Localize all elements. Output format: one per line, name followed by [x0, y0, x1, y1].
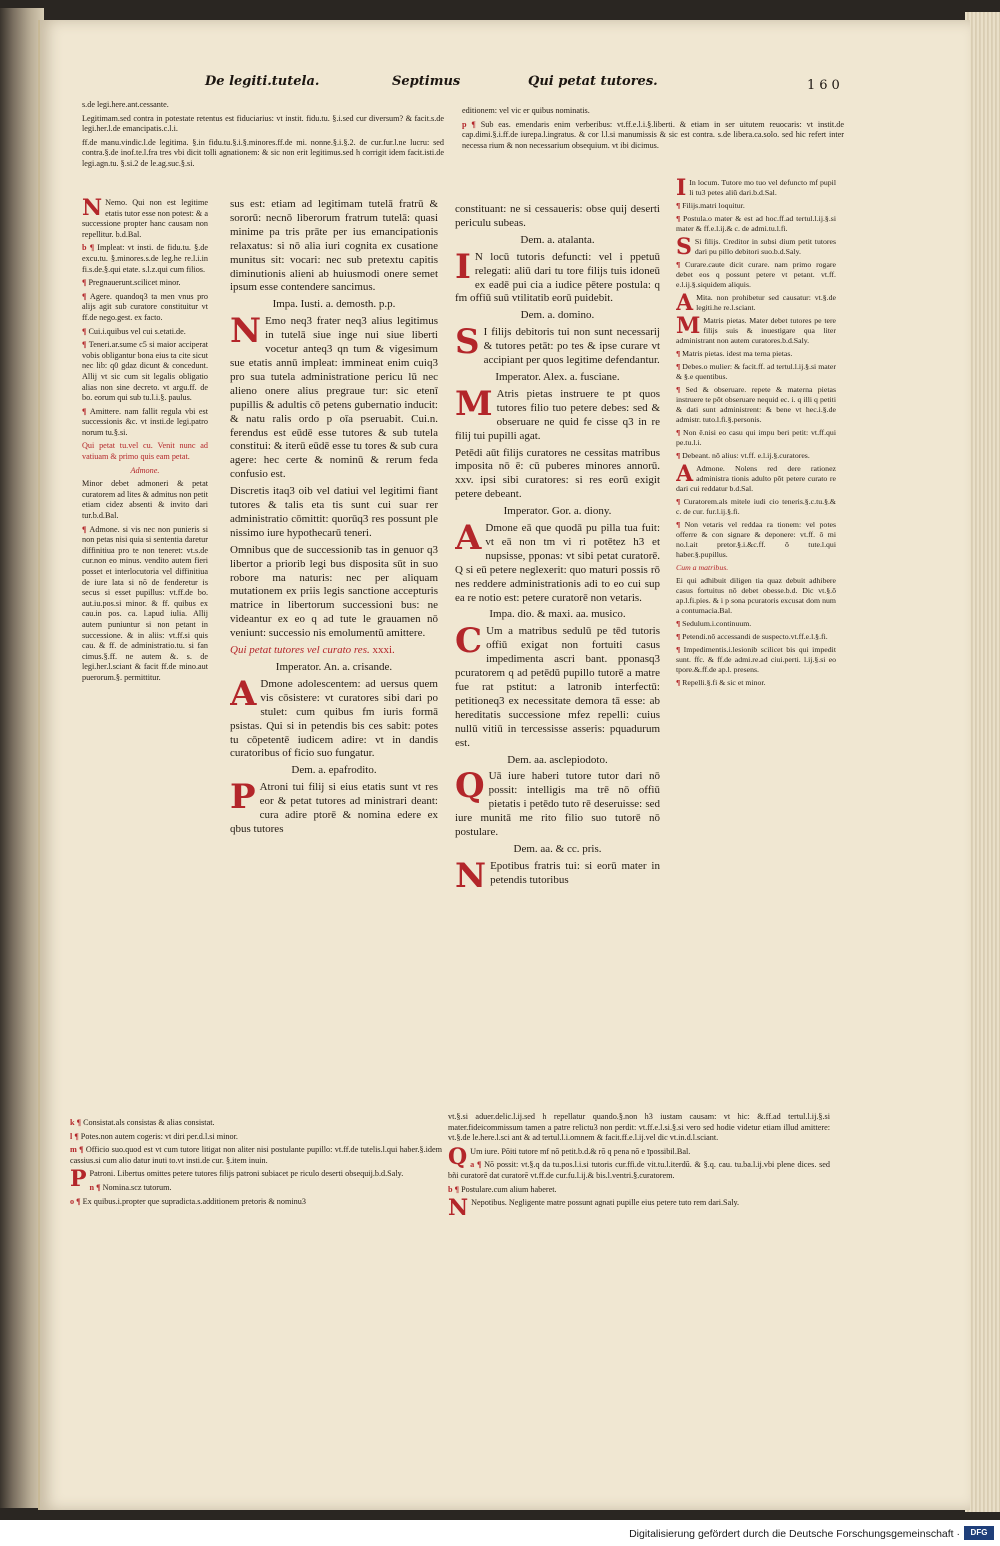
gloss-note: b ¶ Postulare.cum alium haberet.: [448, 1184, 557, 1194]
text-paragraph: constituant: ne si cessaueris: obse quij deserti periculu subeas.: [455, 203, 660, 229]
gloss-line: s.de legi.here.ant.cessante.: [82, 100, 169, 109]
gloss-note: N Nepotibus. Negligente matre possunt agnati pupille eius petere tuto rem dari.Saly.: [448, 1195, 740, 1222]
gloss-note: ¶ Filijs.matri loquitur.: [676, 201, 745, 210]
gloss-bottom-left: [70, 1118, 442, 1254]
gloss-note: ¶ Petendi.nō accessandi de suspecto.vt.ff.e.l.§.fi.: [676, 632, 828, 641]
gloss-note: l ¶ Potes.non autem cogeris: vt diri per.d.l.si minor.: [70, 1131, 238, 1141]
gloss-note: P Patroni. Libertus omittes petere tutores filijs patroni subiacet pe riculo deserti obsequij.b.d.Saly.: [70, 1166, 404, 1193]
gloss-left-top: [82, 100, 444, 173]
gloss-left-column: [82, 198, 208, 1116]
gloss-note: ¶ Curare.caute dicit curare. nam primo rogare debet eos q possunt petere vt petant. vt.ff. e.l.ij.§.siquidem aliquis.: [676, 260, 836, 289]
text-paragraph: Omnibus que de successionib tas in genuor q3 libertor a priorib legi bus disposita sūt in suo robore ma naturis: nec per aliquam mutationem ex priis legis sanctione accepturis matrice in libertorum successioni bus: ne videantur ex eo q ad tute le grauamen nō veniunt: successio nis emolumentū amittere.: [230, 543, 438, 640]
gloss-note: Q Um iure. Pōiti tutore mf nō petit.b.d.& rō q pena nō e īpossibil.Bal.: [448, 1143, 691, 1170]
gloss-note: ¶ Teneri.ar.sume c5 si maior acciperat vobis obligantur bona eius ta cite sicut nec lib: q0 gdaz dicunt & concedunt. Allij vt sic cum sit legalis obligatio alias non sine decreto. vt argu.ff. de bo. eorum qui sub tu.l.i.§. paulus.: [82, 340, 208, 403]
gloss-note: ¶ Non ē.nisi eo casu qui impu beri petit: vt.ff.qui pe.tu.l.i.: [676, 428, 836, 447]
gloss-note: ¶ Sed & obseruare. repete & materna pietas instruere te pōt obseruare nequid ec. i. q illi q petiti & dati sunt administrent: & bene vt hec.i.§.de admistr. tuto.l.fi.§.personis.: [676, 385, 836, 424]
rubric-line: Dem. a. epafrodito.: [291, 764, 377, 777]
text-paragraph: I N locū tutoris defuncti: vel i ppetuū relegati: aliū dari tu tore filijs tuis idoneū ex eadē pui cia a iudice pētere postula: q fm offiū suū vtilitatib eorū puidebit.: [455, 246, 660, 305]
rubric-line: Dem. aa. asclepiodoto.: [507, 753, 608, 766]
gloss-note: S Si filijs. Creditor in subsi dium petit tutores dari pu pillo debitori suo.b.d.Saly.: [676, 234, 836, 260]
rubric-line: Imperator. Alex. a. fusciane.: [495, 370, 620, 383]
gloss-note: ¶ Amittere. nam fallit regula vbi est successionis &c. vt insti.de legi.patro norum tu.§.si.: [82, 406, 208, 437]
text-paragraph: A Dmone eā que quodā pu pilla tua fuit: vt eā non tm vi ri potētez h3 et nupsisse, pponas: vt sibi petat curatorē. Q si eū petere neglexerit: quo maturi possis rō nes reddere administrationis adi to eo cui sup ea re notio est: petere curatorē non vetaris.: [455, 518, 660, 604]
gloss-note: ¶ Debeant. nō alius: vt.ff. e.l.ij.§.curatores.: [676, 451, 810, 460]
rubric-line: Dem. a. atalanta.: [520, 233, 595, 246]
gloss-note: a ¶ Nō possit: vt.§.q da tu.pos.l.i.si tutoris cur.ffi.de vit.tu.l.iterdū. & §.q. cau. tu.ba.l.ij.vbi plene dices. sed bñi curatorē dat curatorē vt.ff.de cur.fu.l.ij.& bis.l.ventri.§.curatorem.: [448, 1160, 830, 1180]
folio-number: 160: [807, 78, 844, 93]
text-paragraph: Petēdi aūt filijs curatores ne cessitas matribus imposita nō ē: cū puberes minores annorū. xxv. ipsi sibi curatores: si res eorū exigit petere debeant.: [455, 446, 660, 501]
gloss-line: editionem: vel vic er quibus nominatis.: [462, 106, 590, 115]
gloss-note: ¶ Agere. quandoq3 ta men vnus pro alijs agit sub curatore constituitur vt ff.de nego.gest. ex facto.: [82, 291, 208, 322]
text-paragraph: A Dmone adolescentem: ad uersus quem vis cōsistere: vt curatores sibi dari po stulet: cum quibus fm iuris formā psistas. Qui si in petendis bis ces sabit: potes tu cōpetentē iudicem adire: vt in dandis curatoribus of ficio suo fungatur.: [230, 673, 438, 760]
gloss-note: Ei qui adhibuit diligen tia quaz debuit adhibere casus fortuitus nō debet obesse.b.d. Dic vt.§.ō ap.l.fi.pies. & i p sona pcuratoris excusat dom num a contumacia.Bal.: [676, 576, 836, 615]
text-paragraph: Q Uā iure haberi tutore tutor dari nō possit: intelligis ma trē nō offiū pietatis i petēdo tuto rē deseruisse: sed iure munitā me rito filio suo tutorē nō postulare.: [455, 766, 660, 839]
gloss-note: ¶ Repelli.§.fi & sic et minor.: [676, 678, 766, 687]
gloss-note: n ¶ Nomina.scz tutorum.: [89, 1182, 172, 1192]
running-head-center: Septimus: [392, 74, 461, 89]
gloss-right-column: [676, 178, 836, 1114]
gloss-note: A Admone. Nolens red dere rationez administra tionis adulto pōt petere curato re dari cui reddatur b.d.Sal.: [676, 461, 836, 493]
running-head-right: Qui petat tutores.: [528, 74, 658, 89]
gloss-note: ¶ Impedimentis.i.lesionib scilicet bis qui impedit sunt. ffc. & ff.de admi.re.ad ciui.perti. l.ij.§.si eo tpore.&.ff.de ap.l. presens.: [676, 645, 836, 674]
rubric-line: Imperator. Gor. a. diony.: [503, 505, 612, 518]
gloss-note: ¶ Cui.i.quibus vel cui s.etati.de.: [82, 326, 186, 336]
gloss-right-top: [462, 106, 844, 154]
gloss-note: m ¶ Officio suo.quod est vt cum tutore litigat non aliter nisi postulante pupillo: vt.ff.de tutelis.l.qui haber.§.idem cassius.si cum alio datur inuti to.vt insti.de cur. §.item inuin.: [70, 1145, 442, 1165]
gloss-note: Minor debet admoneri & petat curatorem ad lites & admitus non petit etiam cidez absenti & invito dari tur.b.d.Bal.: [82, 479, 208, 521]
gloss-note: N Nemo. Qui non est legitime etatis tutor esse non potest: & a successione propter hanc causam non repellitur. b.d.Bal.: [82, 198, 208, 239]
text-paragraph: N Emo neq3 frater neq3 alius legitimus in tutelā siue inge nui siue liberti vocetur anteq3 qn tum & vigesimum sue etatis annū impleat: immineat enim cuiq3 pro sua tutela administratione pericu lū nec alieno onere alius pregraue tur: sic etenī pupillis & adultis cō petens gubernatio inducit: & natu ralis ordo p oīa pseruabit. Cui.n. ferendus est eūdē esse tutores & sub tutela constitui: & iterū eūdē esse tu tores & sub cura agere: hec certe & nominū & rerum feda confusio est.: [230, 311, 438, 481]
gloss-line: Legitimam.sed contra in potestate retentus est fiduciarius: vt instit. fidu.tu. §.i.sed cur diversum? & facit.s.de legi.her.l.de emancipatis.c.l.i.: [82, 113, 444, 134]
gloss-note: ¶ Curatorem.als mitele iudi cio teneris.§.c.tu.§.& c. de cur. fur.l.ij.§.fi.: [676, 497, 836, 516]
gloss-note: ¶ Debes.o mulier: & facit.ff. ad tertul.l.ij.§.si mater & §.e quentibus.: [676, 362, 836, 381]
rubric-line: Imperator. An. a. crisande.: [275, 661, 393, 673]
text-paragraph: N Epotibus fratris tui: si eorū mater in petendis tutoribus: [455, 855, 660, 896]
text-paragraph: C Um a matribus sedulū pe tēd tutoris offiū exigat non fortuiti casus impedimenta ascri bant. pponasq3 pcuratorem q ad petēdū pupillo tutorē a matre fue rat pstitut: a latronib interfectū: petitioneq3 ex necessitate demora tā esse: ab hereditatis successione mfez repelli: cuius nullū vitiū in tercessisse asseris: pquadurum est.: [455, 621, 660, 749]
gloss-note: ¶ Postula.o mater & est ad hoc.ff.ad tertul.l.ij.§.si mater & ff.e.l.ij.& c. de admi.tu.l.fi.: [676, 214, 836, 233]
gloss-line: p ¶ Sub eas. emendaris enim verberibus: vt.ff.e.l.i.§.liberti. & etiam in ser uitutem reuocaris: vt instit.de cap.dimi.§.i.ff.de iurepa.l.ingratus. & cor l.l.si manumissis & sic est contra. s.de libera.ca.solo. sed hic refert inter necessa rium & non necessarium obsequium. vt ibi dicimus.: [462, 119, 844, 150]
gloss-note: ¶ Admone. si vis nec non punieris si non petas nisi quia si sententia daretur diffinitiua pro te non teneret: vt.s.de cur.non eo minus. vendito autem fieri posset et interlocutoria vel diffinitiua de iure lata si nō de fenderetur is secus si esset pupillus: vt.ff.de bo. aut.iu.pos.si minor. & ff. quibus ex cau.in pos. ca. l.apud iulia. Allij autem puniuntur si non petant in successione. & in aliis: vt.ff.si quis cau. & ff. de administratio.tu. si fan cimus.§.ff. ne autem &. s. de legi.her.l.sciant & facit ff.de mino.aut puerorum.§. permittitur.: [82, 524, 208, 682]
rubric-line: Impa. Iusti. a. demosth. p.p.: [272, 298, 396, 311]
gloss-note: ¶ Matris pietas. idest ma terna pietas.: [676, 349, 793, 358]
gloss-note: vt.§.si aduer.delic.l.ij.sed h repellatur quando.§.non h3 iustam causam: vt hic: &.ff.ad tertul.l.ij.§.si mater.fideicommissum tamen a patre relictu3 non perdit: vt.ff.e.l.si.§.si vero sed hodie videtur etiam illud amittere: vt.§.de le.here.l.sci ant & ad tertul.l.i.omnem & facit.ff.e.l.ij.vel dic vt.in.d.l.sciant.: [448, 1112, 830, 1143]
rubric-line: Impa. dio. & maxi. aa. musico.: [489, 608, 626, 621]
gloss-note: b ¶ Impleat: vt insti. de fidu.tu. §.de excu.tu. §.minores.s.de leg.he re.l.i.in fi.s.de.§.qui etate. s.l.z.qui cum filios.: [82, 243, 208, 274]
gloss-rubric: Admone.: [130, 465, 160, 475]
main-text-column-1: [230, 198, 438, 1108]
gloss-note: o ¶ Ex quibus.i.propter que supradicta.s.additionem pretoris & nominu3: [70, 1196, 306, 1206]
gloss-note: ¶ Non vetaris vel reddaa ra tionem: vel potes offerre & con signare & deponere: vt.ff. ō mi no.l.ait pretor.§.i.&c.ff. ō tute.l.qui haber.§.pupillus.: [676, 520, 836, 559]
text-paragraph: M Atris pietas instruere te pt quos tutores filio tuo petere debes: sed & obseruare ne quid fe cisse q3 in re filij tui pupilli agat.: [455, 383, 660, 442]
gloss-line: ff.de manu.vindic.l.de legitima. §.in fidu.tu.§.i.§.minores.ff.de mi. nonne.§.i.§.2. de cur.fur.l.ne lucru: sed contra.§.de inof.te.l.fra tres vbi dicit tolli agnationem: & sic non erit legitimus.sed h corrigit idem facit.isti.de legi.agn.tu. §.si.2 de le.ag.suc.§.si.: [82, 137, 444, 168]
rubric-line: Dem. a. domino.: [520, 309, 595, 322]
gloss-note: ¶ Sedulum.i.continuum.: [676, 619, 752, 628]
gloss-note: Qui petat tu.vel cu. Venit nunc ad vatiuam & primo quis eam petat.: [82, 441, 208, 462]
section-title: Qui petat tutores vel curato res. xxxi.: [230, 644, 395, 657]
gloss-rubric: Cum a matribus.: [676, 563, 729, 572]
page-stack-edge: [965, 12, 1000, 1512]
main-text-column-2: [455, 203, 660, 1083]
text-paragraph: S I filijs debitoris tui non sunt necessarij & tutores petāt: po tes & ipse curare vt accipiant per quos legitime defendantur.: [455, 322, 660, 367]
gloss-note: M Matris pietas. Mater debet tutores pe tere filijs suis & inuestigare qua liter administrant non autem curatores.b.d.Saly.: [676, 313, 836, 345]
rubric-line: Dem. aa. & cc. pris.: [513, 842, 602, 855]
digitization-footer: [0, 1520, 1000, 1546]
running-head-left: De legiti.tutela.: [205, 74, 320, 89]
text-paragraph: P Atroni tui filij si eius etatis sunt vt res eor & petat tutores ad ministrari deant: cura adire ptorē & nomina edere ex qbus tutores: [230, 777, 438, 835]
gloss-note: I In locum. Tutore mo tuo vel defuncto mf pupil li tu3 petes aliū dari.b.d.Sal.: [676, 178, 836, 201]
gloss-note: ¶ Pregnauerunt.scilicet minor.: [82, 278, 181, 288]
footer-credit-text: Digitalisierung gefördert durch die Deutsche Forschungsgemeinschaft ·: [629, 1528, 960, 1540]
text-paragraph: sus est: etiam ad legitimam tutelā fratrū & sororū: necnō liberorum fratrum tutelā: quasi minime pa tris prāte per ius emancipationis relaxatus: si nō alia iuri cognita ex cusatione munitus sit: vocari: nec sub pretextu capitis diminutionis alieni ab huiusmodi onere semet ipsum esse contendere sancimus.: [230, 198, 438, 294]
gloss-note: k ¶ Consistat.als consistas & alias consistat.: [70, 1118, 215, 1127]
text-paragraph: Discretis itaq3 oib vel datiui vel legitimi fiant tutores & talis eta tis sunt cui suar rer administratio cōmittit: quorūq3 res possunt ple nissimo iure hypothecarū teneri.: [230, 485, 438, 539]
dfg-logo: DFG: [964, 1526, 994, 1540]
gloss-note: A Mita. non prohibetur sed causatur: vt.§.de legiti.he re.l.sciant.: [676, 290, 836, 316]
gloss-bottom-right: [448, 1112, 830, 1254]
